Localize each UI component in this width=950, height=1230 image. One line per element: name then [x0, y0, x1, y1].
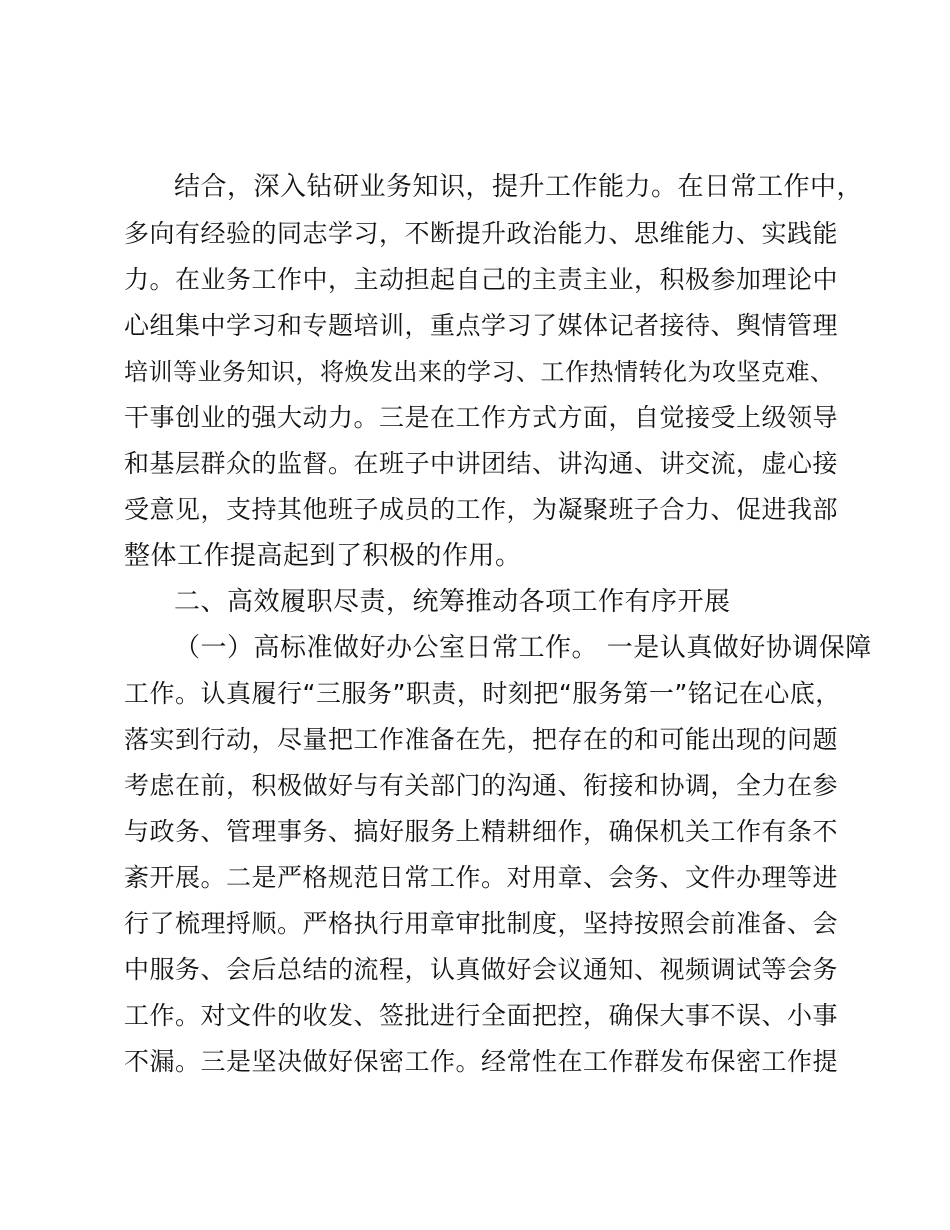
text-line: 干事创业的强大动力。三是在工作方式方面，自觉接受上级领导 [124, 403, 839, 432]
text-line: 整体工作提高起到了积极的作用。 [124, 541, 522, 571]
text-line: 心组集中学习和专题培训，重点学习了媒体记者接待、舆情管理 [124, 311, 839, 340]
text-line: 与政务、管理事务、搞好服务上精耕细作，确保机关工作有条不 [124, 817, 839, 846]
text-line: 受意见，支持其他班子成员的工作，为凝聚班子合力、促进我部 [124, 495, 839, 524]
text-line: 紊开展。二是严格规范日常工作。对用章、会务、文件办理等进 [124, 863, 839, 892]
text-line: 行了梳理捋顺。严格执行用章审批制度，坚持按照会前准备、会 [124, 909, 839, 938]
text-line: 中服务、会后总结的流程，认真做好会议通知、视频调试等会务 [124, 955, 839, 984]
text-line: 考虑在前，积极做好与有关部门的沟通、衔接和协调，全力在参 [124, 771, 839, 800]
text-line: 培训等业务知识，将焕发出来的学习、工作热情转化为攻坚克难、 [124, 358, 835, 386]
text-line: 工作。认真履行“三服务”职责，时刻把“服务第一”铭记在心底， [124, 679, 841, 708]
text-line: 力。在业务工作中，主动担起自己的主责主业，积极参加理论中 [124, 265, 839, 294]
text-line: 多向有经验的同志学习，不断提升政治能力、思维能力、实践能 [124, 219, 839, 248]
text-line: 和基层群众的监督。在班子中讲团结、讲沟通、讲交流，虚心接 [124, 449, 839, 478]
text-line: 落实到行动，尽量把工作准备在先，把存在的和可能出现的问题 [124, 725, 839, 754]
text-line: 工作。对文件的收发、签批进行全面把控，确保大事不误、小事 [124, 1001, 839, 1030]
section-heading: 二、高效履职尽责，统筹推动各项工作有序开展 [174, 587, 731, 617]
text-line: 不漏。三是坚决做好保密工作。经常性在工作群发布保密工作提 [124, 1047, 839, 1076]
subsection-heading: （一）高标准做好办公室日常工作。 一是认真做好协调保障 [174, 633, 872, 663]
text-line: 结合，深入钻研业务知识，提升工作能力。在日常工作中， [174, 172, 864, 202]
